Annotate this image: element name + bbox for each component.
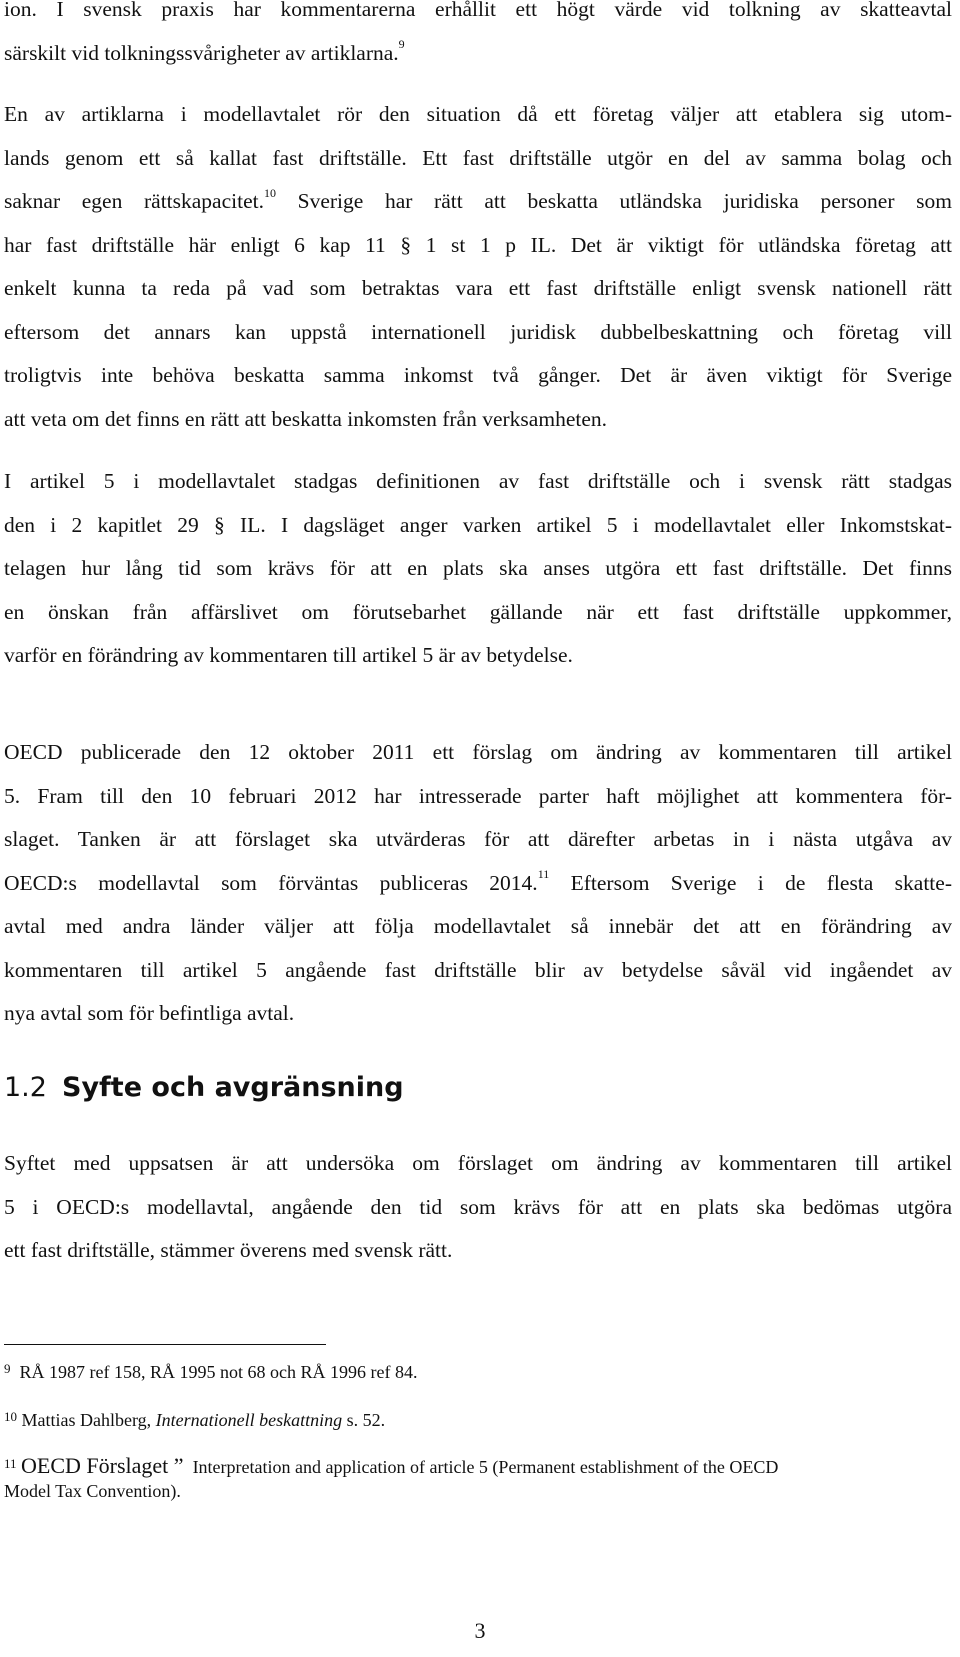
text-line: den i 2 kapitlet 29 § IL. I dagsläget anger varken artikel 5 i modellavtalet eller Inkomstskat- bbox=[4, 512, 952, 537]
text-line: enkelt kunna ta reda på vad som betraktas vara ett fast driftställe enligt svensk nationell rätt bbox=[4, 276, 952, 300]
footnote-text: Mattias Dahlberg, bbox=[21, 1410, 156, 1430]
footnote-ref: 9 bbox=[398, 37, 405, 52]
text-line: I artikel 5 i modellavtalet stadgas definitionen av fast driftställe och i svensk rätt stadgas bbox=[4, 469, 952, 493]
footnote-number: 9 bbox=[4, 1361, 11, 1376]
footnote-number: 11 bbox=[4, 1456, 17, 1471]
section-heading bbox=[4, 1070, 404, 1106]
paragraph-1 bbox=[4, 0, 952, 75]
footnote-9 bbox=[4, 1360, 952, 1384]
text-line: 5. Fram till den 10 februari 2012 har intresserade parter haft möjlighet att kommentera för- bbox=[4, 783, 952, 808]
text-span: särskilt vid tolkningssvårigheter av artiklarna. bbox=[4, 40, 399, 65]
paragraph-4 bbox=[4, 731, 952, 1036]
text-span: OECD:s modellavtal som förväntas publiceras 2014. bbox=[4, 870, 538, 895]
paragraph-3 bbox=[4, 460, 952, 678]
text-line: att veta om det finns en rätt att beskatta inkomsten från verksamheten. bbox=[4, 406, 607, 431]
text-line: lands genom ett så kallat fast driftställe. Ett fast driftställe utgör en del av samma bolag och bbox=[4, 145, 952, 170]
footnote-number: 10 bbox=[4, 1409, 17, 1424]
text-span: saknar egen rättskapacitet. bbox=[4, 189, 264, 213]
page-number: 3 bbox=[474, 1618, 486, 1643]
text-line bbox=[4, 862, 952, 906]
footnote-ref: 11 bbox=[537, 867, 550, 882]
text-line: OECD publicerade den 12 oktober 2011 ett förslag om ändring av kommentaren till artikel bbox=[4, 740, 952, 764]
text-line: telagen hur lång tid som krävs för att en plats ska anses utgöra ett fast driftställe. Det finns bbox=[4, 556, 952, 580]
footnote-text: Model Tax Convention). bbox=[4, 1481, 181, 1501]
text-line: slaget. Tanken är att förslaget ska utvärderas för att därefter arbetas in i nästa utgåva av bbox=[4, 827, 952, 851]
paragraph-2 bbox=[4, 93, 952, 441]
footnote-ref: 10 bbox=[263, 185, 276, 200]
text-line: En av artiklarna i modellavtalet rör den situation då ett företag väljer att etablera sig utom- bbox=[4, 102, 952, 126]
section-number: 1.2 bbox=[4, 1072, 47, 1103]
text-span: Sverige har rätt att beskatta utländska juridiska personer som bbox=[275, 189, 952, 213]
footnote-10 bbox=[4, 1408, 952, 1432]
text-line: har fast driftställe här enligt 6 kap 11 § 1 st 1 p IL. Det är viktigt för utländska företag att bbox=[4, 232, 952, 257]
text-line: avtal med andra länder väljer att följa modellavtalet så innebär det att en förändring av bbox=[4, 914, 952, 938]
text-line: 5 i OECD:s modellavtal, angående den tid som krävs för att en plats ska bedömas utgöra bbox=[4, 1194, 952, 1219]
text-line: nya avtal som för befintliga avtal. bbox=[4, 1001, 295, 1025]
text-line: varför en förändring av kommentaren till artikel 5 är av betydelse. bbox=[4, 643, 573, 667]
text-line: en önskan från affärslivet om förutsebarhet gällande när ett fast driftställe uppkommer, bbox=[4, 599, 952, 624]
section-title: Syfte och avgränsning bbox=[62, 1072, 404, 1103]
footnote-title: Internationell beskattning bbox=[155, 1410, 343, 1430]
text-line bbox=[4, 180, 952, 224]
footnote-text: RÅ 1987 ref 158, RÅ 1995 not 68 och RÅ 1996 ref 84. bbox=[19, 1362, 418, 1382]
footnote-text: s. 52. bbox=[342, 1410, 386, 1430]
footnote-text: Interpretation and application of article 5 (Permanent establishment of the OECD bbox=[192, 1457, 779, 1477]
text-line: eftersom det annars kan uppstå internationell juridisk dubbelbeskattning och företag vill bbox=[4, 319, 952, 344]
text-line bbox=[4, 32, 952, 76]
paragraph-5 bbox=[4, 1142, 952, 1273]
footnote-text: OECD Förslaget ” bbox=[21, 1453, 184, 1478]
footnote-separator bbox=[4, 1344, 326, 1345]
text-span: Eftersom Sverige i de flesta skatte- bbox=[549, 870, 952, 895]
text-line: ion. I svensk praxis har kommentarerna erhållit ett högt värde vid tolkning av skatteavtal bbox=[4, 0, 952, 21]
text-line: Syftet med uppsatsen är att undersöka om förslaget om ändring av kommentaren till artikel bbox=[4, 1151, 952, 1175]
text-line: kommentaren till artikel 5 angående fast driftställe blir av betydelse såväl vid ingåendet av bbox=[4, 957, 952, 982]
text-line: ett fast driftställe, stämmer överens med svensk rätt. bbox=[4, 1238, 453, 1262]
text-line: troligtvis inte behöva beskatta samma inkomst två gånger. Det är även viktigt för Sverige bbox=[4, 363, 952, 387]
footnote-11 bbox=[4, 1454, 952, 1503]
